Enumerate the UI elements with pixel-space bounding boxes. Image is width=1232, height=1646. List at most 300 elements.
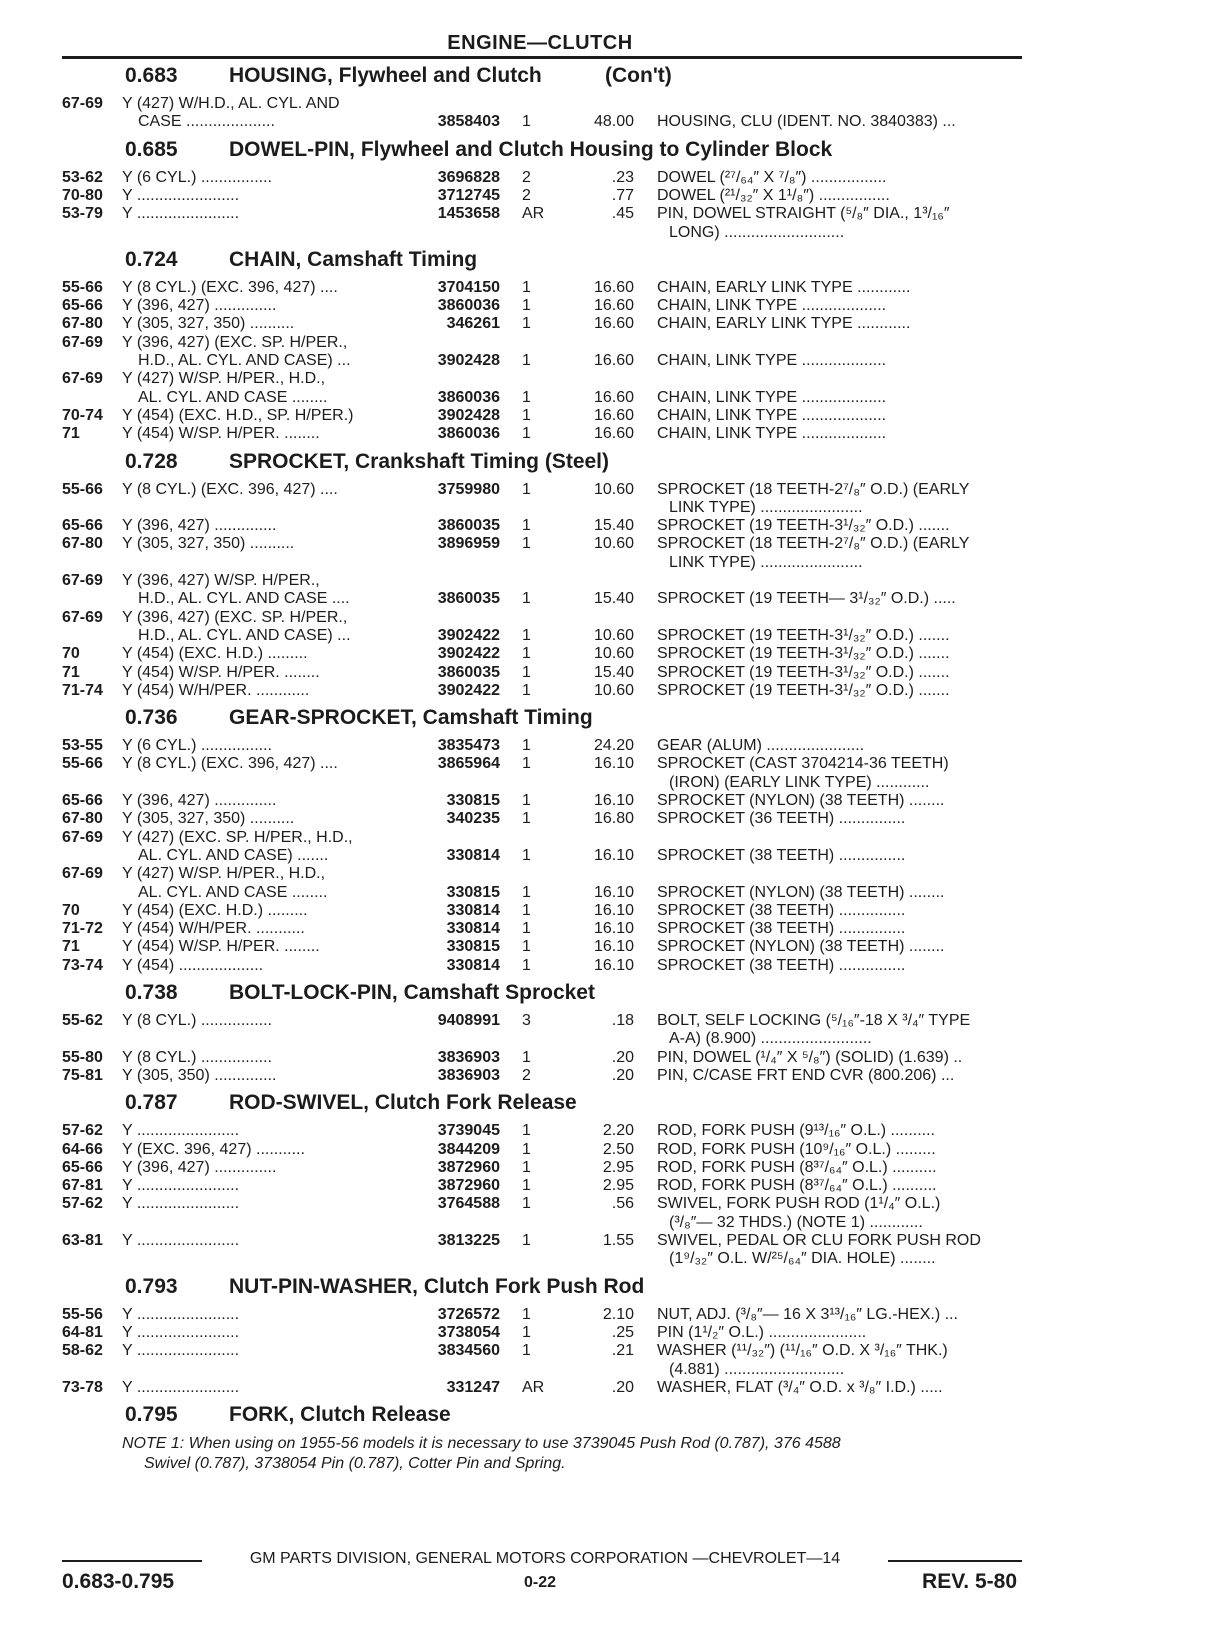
part-number: 330815 [446, 938, 500, 956]
part-number: 3865964 [437, 755, 500, 773]
part-row [0, 1140, 1232, 1159]
application: Y ....................... [122, 186, 240, 204]
part-number: 346261 [446, 315, 500, 333]
part-row [0, 883, 1232, 902]
price: .21 [611, 1342, 634, 1360]
section-number: 0.685 [125, 137, 178, 161]
description: SPROCKET (38 TEETH) ............... [657, 901, 906, 919]
section-title: HOUSING, Flywheel and Clutch [229, 64, 542, 87]
quantity: 1 [522, 517, 531, 535]
part-row [0, 663, 1232, 682]
description: WASHER (¹¹/₃₂″) (¹¹/₁₆″ O.D. X ³/₁₆″ THK.) [657, 1342, 948, 1360]
part-row [0, 773, 1232, 792]
application: Y (454) (EXC. H.D.) ......... [122, 645, 308, 663]
section-title: GEAR-SPROCKET, Camshaft Timing [229, 706, 593, 730]
part-number: 3759980 [437, 480, 500, 498]
model-years: 73-74 [62, 956, 103, 974]
price: 15.40 [593, 517, 634, 535]
part-number: 3712745 [437, 186, 500, 204]
model-years: 57-62 [62, 1122, 103, 1140]
price: 16.80 [593, 810, 634, 828]
quantity: 1 [522, 1232, 531, 1249]
part-number: 3896959 [437, 535, 500, 553]
application: AL. CYL. AND CASE) ....... [138, 846, 329, 864]
section-title: DOWEL-PIN, Flywheel and Clutch Housing to Cylinder Block [229, 137, 833, 161]
part-row [0, 94, 1232, 113]
part-number: 3902422 [437, 681, 500, 699]
part-row [0, 608, 1232, 627]
price: 16.10 [593, 846, 634, 864]
section-title: NUT-PIN-WASHER, Clutch Fork Push Rod [229, 1274, 645, 1298]
footer-section-range: 0.683-0.795 [62, 1570, 175, 1593]
quantity: 1 [522, 425, 531, 443]
quantity: 1 [522, 406, 531, 424]
description: ROD, FORK PUSH (8³⁷/₆₄″ O.L.) .......... [657, 1158, 937, 1176]
price: 16.60 [593, 425, 634, 443]
application: CASE .................... [138, 113, 275, 131]
price: 16.60 [593, 388, 634, 406]
application: Y ....................... [122, 1122, 240, 1140]
part-row [0, 644, 1232, 663]
description: DOWEL (²¹/₃₂″ X 1¹/₈″) ................ [657, 186, 890, 204]
price: 15.40 [593, 590, 634, 608]
model-years: 67-80 [62, 535, 103, 553]
model-years: 67-69 [62, 828, 103, 846]
section-header [0, 450, 1232, 480]
application: Y ....................... [122, 1305, 240, 1323]
part-row [0, 1029, 1232, 1048]
part-row [0, 480, 1232, 499]
price: .20 [611, 1378, 634, 1396]
application: Y (454) W/SP. H/PER. ........ [122, 938, 320, 956]
section-continued: (Con't) [605, 64, 672, 87]
part-row [0, 919, 1232, 938]
description: ROD, FORK PUSH (9¹³/₁₆″ O.L.) .......... [657, 1122, 935, 1140]
model-years: 64-81 [62, 1323, 103, 1341]
part-row [0, 534, 1232, 553]
description: SPROCKET (36 TEETH) ............... [657, 810, 906, 828]
application: Y (396, 427) .............. [122, 1158, 277, 1176]
description: PIN, C/CASE FRT END CVR (800.206) ... [657, 1066, 955, 1084]
quantity: 1 [522, 315, 531, 333]
part-number: 3834560 [437, 1342, 500, 1360]
price: 16.10 [593, 792, 634, 809]
part-number: 3836903 [437, 1066, 500, 1084]
application: Y (8 CYL.) ................ [122, 1048, 272, 1066]
part-row [0, 1360, 1232, 1379]
price: 2.50 [602, 1140, 634, 1158]
quantity: 1 [522, 920, 531, 938]
description: (1⁹/₃₂″ O.L. W/²⁵/₆₄″ DIA. HOLE) ........ [669, 1250, 936, 1268]
model-years: 71 [62, 663, 80, 681]
part-row [0, 1048, 1232, 1067]
application: Y (EXC. 396, 427) ........... [122, 1140, 305, 1158]
quantity: 1 [522, 1323, 531, 1341]
price: 16.10 [593, 901, 634, 919]
description: NUT, ADJ. (³/₈″— 16 X 3¹³/₁₆″ LG.-HEX.) ... [657, 1305, 958, 1323]
model-years: 67-69 [62, 95, 103, 112]
price: 16.10 [593, 938, 634, 956]
application: H.D., AL. CYL. AND CASE .... [138, 590, 350, 608]
price: 16.10 [593, 956, 634, 974]
price: .25 [611, 1323, 634, 1341]
quantity: 1 [522, 1122, 531, 1140]
application: Y ....................... [122, 205, 240, 223]
application: Y (305, 350) .............. [122, 1066, 277, 1084]
description: SPROCKET (38 TEETH) ............... [657, 920, 906, 938]
part-number: 3844209 [437, 1140, 500, 1158]
quantity: 1 [522, 1195, 531, 1213]
part-row [0, 956, 1232, 975]
model-years: 71-72 [62, 920, 103, 938]
application: Y (305, 327, 350) .......... [122, 810, 295, 828]
part-number: 3902428 [437, 406, 500, 424]
model-years: 53-62 [62, 168, 103, 186]
description: SPROCKET (NYLON) (38 TEETH) ........ [657, 883, 945, 901]
application: Y (454) W/H/PER. ........... [122, 920, 305, 938]
model-years: 71 [62, 425, 80, 443]
price: 2.10 [602, 1305, 634, 1323]
price: 16.60 [593, 315, 634, 333]
section-number: 0.683 [125, 64, 178, 87]
price: 10.60 [593, 681, 634, 699]
quantity: 1 [522, 535, 531, 553]
part-row [0, 809, 1232, 828]
price: .23 [611, 168, 634, 186]
description: SPROCKET (NYLON) (38 TEETH) ........ [657, 938, 945, 956]
description: SPROCKET (19 TEETH-3¹/₃₂″ O.D.) ....... [657, 681, 950, 699]
part-number: 9408991 [437, 1012, 500, 1029]
description: PIN, DOWEL (¹/₄″ X ⁵/₈″) (SOLID) (1.639) .. [657, 1048, 963, 1066]
application: Y (8 CYL.) (EXC. 396, 427) .... [122, 480, 338, 498]
quantity: 1 [522, 1158, 531, 1176]
footnote [122, 1434, 1022, 1474]
section-number: 0.793 [125, 1274, 178, 1298]
model-years: 55-66 [62, 755, 103, 773]
application: Y (396, 427) .............. [122, 297, 277, 315]
quantity: 1 [522, 681, 531, 699]
description: (4.881) ........................... [669, 1360, 845, 1378]
description: PIN, DOWEL STRAIGHT (⁵/₈″ DIA., 1³/₁₆″ [657, 205, 950, 223]
footnote-line-2: Swivel (0.787), 3738054 Pin (0.787), Cotter Pin and Spring. [144, 1455, 566, 1473]
part-number: 3902422 [437, 645, 500, 663]
part-number: 3696828 [437, 168, 500, 186]
part-row [0, 626, 1232, 645]
quantity: 1 [522, 388, 531, 406]
description: SPROCKET (19 TEETH-3¹/₃₂″ O.D.) ....... [657, 517, 950, 535]
quantity: 1 [522, 1177, 531, 1195]
part-row [0, 553, 1232, 572]
quantity: 1 [522, 901, 531, 919]
section-title: CHAIN, Camshaft Timing [229, 247, 478, 271]
description: LONG) ........................... [669, 223, 845, 241]
part-number: 330814 [446, 846, 500, 864]
model-years: 67-69 [62, 608, 103, 626]
part-row [0, 296, 1232, 315]
price: .77 [611, 186, 634, 204]
part-number: 330814 [446, 920, 500, 938]
application: H.D., AL. CYL. AND CASE) ... [138, 352, 351, 369]
part-row [0, 864, 1232, 883]
part-number: 3860036 [437, 425, 500, 443]
part-row [0, 406, 1232, 425]
price: 24.20 [593, 737, 634, 755]
part-row [0, 901, 1232, 920]
application: Y (427) W/SP. H/PER., H.D., [122, 865, 326, 883]
description: SPROCKET (38 TEETH) ............... [657, 956, 906, 974]
model-years: 65-66 [62, 1158, 103, 1176]
part-row [0, 333, 1232, 352]
description: HOUSING, CLU (IDENT. NO. 3840383) ... [657, 113, 956, 131]
model-years: 75-81 [62, 1066, 103, 1084]
description: SWIVEL, PEDAL OR CLU FORK PUSH ROD [657, 1232, 981, 1249]
application: Y (454) W/SP. H/PER. ........ [122, 425, 320, 443]
model-years: 67-69 [62, 333, 103, 351]
description: CHAIN, EARLY LINK TYPE ............ [657, 315, 911, 333]
model-years: 55-56 [62, 1305, 103, 1323]
model-years: 70-80 [62, 186, 103, 204]
section-title: ROD-SWIVEL, Clutch Fork Release [229, 1091, 577, 1115]
model-years: 73-78 [62, 1378, 103, 1396]
price: .18 [611, 1012, 634, 1029]
part-number: 3860035 [437, 517, 500, 535]
price: 16.10 [593, 883, 634, 901]
part-row [0, 571, 1232, 590]
part-row [0, 937, 1232, 956]
model-years: 55-66 [62, 480, 103, 498]
description: CHAIN, LINK TYPE ................... [657, 297, 887, 315]
application: Y (8 CYL.) ................ [122, 1012, 272, 1029]
part-number: 3860035 [437, 590, 500, 608]
quantity: 2 [522, 1066, 531, 1084]
footer-rule-right [888, 1560, 1022, 1562]
application: Y ....................... [122, 1342, 240, 1360]
model-years: 55-66 [62, 278, 103, 296]
model-years: 65-66 [62, 517, 103, 535]
quantity: 1 [522, 755, 531, 773]
part-number: 330814 [446, 901, 500, 919]
quantity: 1 [522, 1305, 531, 1323]
model-years: 71 [62, 938, 80, 956]
quantity: 1 [522, 626, 531, 644]
model-years: 63-81 [62, 1232, 103, 1249]
application: Y ....................... [122, 1177, 240, 1195]
application: Y ....................... [122, 1378, 240, 1396]
part-row [0, 168, 1232, 187]
section-number: 0.738 [125, 981, 178, 1004]
part-row [0, 278, 1232, 297]
part-number: 331247 [446, 1378, 500, 1396]
part-number: 3860035 [437, 663, 500, 681]
model-years: 55-80 [62, 1048, 103, 1066]
part-row [0, 791, 1232, 810]
description: PIN (1¹/₂″ O.L.) ...................... [657, 1323, 867, 1341]
part-row [0, 589, 1232, 608]
part-row [0, 1011, 1232, 1030]
application: Y ....................... [122, 1232, 240, 1249]
part-row [0, 351, 1232, 370]
model-years: 58-62 [62, 1342, 103, 1360]
application: Y (305, 327, 350) .......... [122, 315, 295, 333]
section-title: SPROCKET, Crankshaft Timing (Steel) [229, 449, 610, 473]
description: ROD, FORK PUSH (8³⁷/₆₄″ O.L.) .......... [657, 1177, 937, 1195]
application: Y (454) W/SP. H/PER. ........ [122, 663, 320, 681]
price: .20 [611, 1066, 634, 1084]
part-number: 3835473 [437, 737, 500, 755]
description: SPROCKET (NYLON) (38 TEETH) ........ [657, 792, 945, 809]
application: Y (427) (EXC. SP. H/PER., H.D., [122, 828, 353, 846]
quantity: 1 [522, 278, 531, 296]
part-number: 3738054 [437, 1323, 500, 1341]
section-header [0, 1091, 1232, 1121]
application: AL. CYL. AND CASE ........ [138, 883, 328, 901]
footer-revision: REV. 5-80 [922, 1570, 1017, 1593]
part-number: 3764588 [437, 1195, 500, 1213]
description: (IRON) (EARLY LINK TYPE) ............ [669, 773, 930, 791]
part-row [0, 186, 1232, 205]
description: SPROCKET (38 TEETH) ............... [657, 846, 906, 864]
part-row [0, 369, 1232, 388]
quantity: AR [522, 1378, 545, 1396]
section-number: 0.736 [125, 706, 178, 730]
model-years: 67-69 [62, 572, 103, 589]
part-row [0, 681, 1232, 700]
model-years: 65-66 [62, 792, 103, 809]
part-number: 1453658 [437, 205, 500, 223]
part-row [0, 1176, 1232, 1195]
section-header [0, 981, 1232, 1011]
quantity: 1 [522, 480, 531, 498]
quantity: 3 [522, 1012, 531, 1029]
model-years: 67-80 [62, 810, 103, 828]
part-row [0, 1121, 1232, 1140]
part-number: 3704150 [437, 278, 500, 296]
application: H.D., AL. CYL. AND CASE) ... [138, 626, 351, 644]
part-number: 3836903 [437, 1048, 500, 1066]
footer-rule-left [62, 1560, 202, 1562]
description: LINK TYPE) ....................... [669, 553, 863, 571]
description: (³/₈″— 32 THDS.) (NOTE 1) ............ [669, 1213, 923, 1231]
part-row [0, 204, 1232, 223]
quantity: 1 [522, 1140, 531, 1158]
model-years: 65-66 [62, 297, 103, 315]
quantity: 2 [522, 186, 531, 204]
part-row [0, 1323, 1232, 1342]
quantity: 1 [522, 113, 531, 131]
quantity: 1 [522, 956, 531, 974]
part-row [0, 1249, 1232, 1268]
part-row [0, 1378, 1232, 1397]
footer-publisher: GM PARTS DIVISION, GENERAL MOTORS CORPORATION —CHEVROLET—14 [249, 1550, 841, 1567]
part-number: 330815 [446, 792, 500, 809]
description: CHAIN, LINK TYPE ................... [657, 388, 887, 406]
description: SPROCKET (19 TEETH-3¹/₃₂″ O.D.) ....... [657, 663, 950, 681]
description: SPROCKET (19 TEETH-3¹/₃₂″ O.D.) ....... [657, 645, 950, 663]
application: Y (396, 427) (EXC. SP. H/PER., [122, 333, 348, 351]
application: Y (454) (EXC. H.D.) ......... [122, 901, 308, 919]
price: .56 [611, 1195, 634, 1213]
application: Y (454) (EXC. H.D., SP. H/PER.) [122, 406, 354, 424]
page-header: ENGINE—CLUTCH [447, 32, 633, 54]
section-number: 0.787 [125, 1091, 178, 1115]
part-row [0, 846, 1232, 865]
part-number: 330815 [446, 883, 500, 901]
model-years: 70 [62, 901, 80, 919]
quantity: 1 [522, 737, 531, 755]
section-title: FORK, Clutch Release [229, 1403, 451, 1427]
quantity: 1 [522, 663, 531, 681]
part-row [0, 424, 1232, 443]
part-row [0, 1066, 1232, 1085]
application: Y (396, 427) W/SP. H/PER., [122, 572, 320, 589]
price: 15.40 [593, 663, 634, 681]
price: 16.10 [593, 920, 634, 938]
description: SPROCKET (19 TEETH— 3¹/₃₂″ O.D.) ..... [657, 590, 956, 608]
part-number: 3902422 [437, 626, 500, 644]
part-row [0, 1341, 1232, 1360]
quantity: 1 [522, 645, 531, 663]
description: SPROCKET (19 TEETH-3¹/₃₂″ O.D.) ....... [657, 626, 950, 644]
description: CHAIN, EARLY LINK TYPE ............ [657, 278, 911, 296]
application: Y (427) W/SP. H/PER., H.D., [122, 370, 326, 388]
part-row [0, 754, 1232, 773]
model-years: 70 [62, 645, 80, 663]
price: .45 [611, 205, 634, 223]
part-row [0, 828, 1232, 847]
quantity: 1 [522, 938, 531, 956]
price: 16.10 [593, 755, 634, 773]
part-number: 3860036 [437, 388, 500, 406]
part-row [0, 1194, 1232, 1213]
model-years: 67-80 [62, 315, 103, 333]
quantity: 1 [522, 297, 531, 315]
description: A-A) (8.900) ......................... [669, 1030, 872, 1048]
application: Y ....................... [122, 1195, 240, 1213]
application: Y (396, 427) .............. [122, 517, 277, 535]
part-row [0, 1305, 1232, 1324]
description: ROD, FORK PUSH (10⁹/₁₆″ O.L.) ......... [657, 1140, 936, 1158]
description: CHAIN, LINK TYPE ................... [657, 425, 887, 443]
application: Y (396, 427) .............. [122, 792, 277, 809]
quantity: 1 [522, 1048, 531, 1066]
price: 10.60 [593, 480, 634, 498]
header-rule [62, 56, 1022, 59]
section-header [0, 138, 1232, 168]
section-number: 0.795 [125, 1403, 178, 1427]
quantity: 2 [522, 168, 531, 186]
description: SPROCKET (18 TEETH-2⁷/₈″ O.D.) (EARLY [657, 480, 970, 498]
quantity: 1 [522, 590, 531, 608]
description: DOWEL (²⁷/₆₄″ X ⁷/₈″) ................. [657, 168, 887, 186]
part-row [0, 388, 1232, 407]
price: 16.60 [593, 297, 634, 315]
part-number: 3858403 [437, 113, 500, 131]
description: SPROCKET (18 TEETH-2⁷/₈″ O.D.) (EARLY [657, 535, 970, 553]
part-number: 3902428 [437, 352, 500, 369]
price: 16.60 [593, 278, 634, 296]
part-number: 3860036 [437, 297, 500, 315]
price: 16.60 [593, 406, 634, 424]
model-years: 67-81 [62, 1177, 103, 1195]
part-row [0, 1213, 1232, 1232]
quantity: 1 [522, 352, 531, 369]
model-years: 57-62 [62, 1195, 103, 1213]
model-years: 71-74 [62, 681, 103, 699]
application: Y (8 CYL.) (EXC. 396, 427) .... [122, 278, 338, 296]
part-row [0, 1158, 1232, 1177]
application: AL. CYL. AND CASE ........ [138, 388, 328, 406]
description: SWIVEL, FORK PUSH ROD (1¹/₄″ O.L.) [657, 1195, 941, 1213]
